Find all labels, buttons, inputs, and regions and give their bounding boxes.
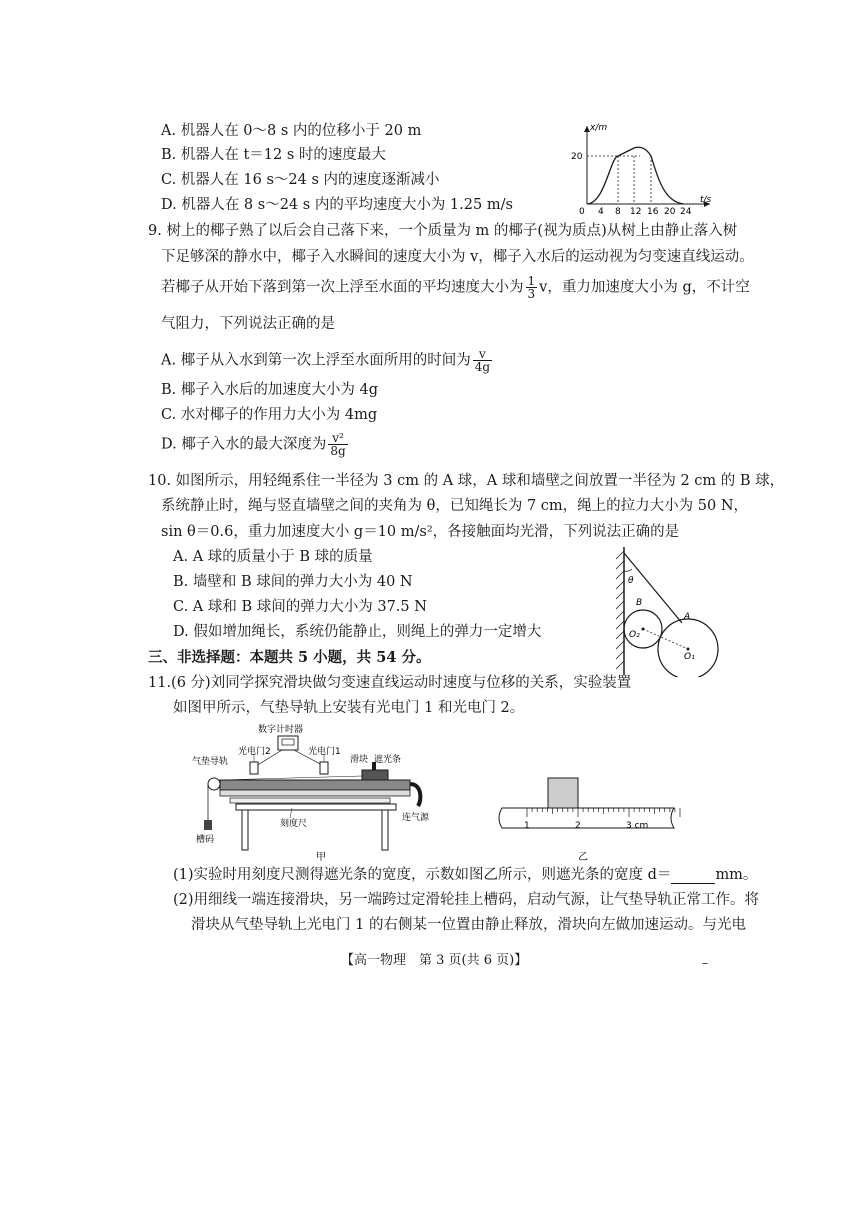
q10-line2: 系统静止时，绳与竖直墙壁之间的夹角为 θ，已知绳长为 7 cm，绳上的拉力大小为 50 N， bbox=[161, 498, 749, 514]
q9-option-a bbox=[161, 348, 494, 373]
label-timer: 数字计时器 bbox=[258, 725, 304, 735]
graph-xlabel: t/s bbox=[700, 195, 712, 205]
label-weight: 槽码 bbox=[196, 835, 215, 845]
q9-option-c: C. 水对椰子的作用力大小为 4mg bbox=[161, 407, 378, 423]
ruler-tick-2: 2 bbox=[575, 821, 581, 831]
graph-xtick: 16 bbox=[647, 207, 659, 217]
denominator: 8g bbox=[330, 444, 346, 458]
q10-option-c: C. A 球和 B 球间的弹力大小为 37.5 N bbox=[173, 599, 427, 615]
q9-line4: 气阻力，下列说法正确的是 bbox=[161, 316, 335, 332]
section-3-heading: 三、非选择题：本题共 5 小题，共 54 分。 bbox=[148, 649, 431, 666]
q9-line3 bbox=[161, 275, 750, 300]
ruler-tick-3cm: 3 cm bbox=[626, 821, 649, 831]
q9-option-b: B. 椰子入水后的加速度大小为 4g bbox=[161, 382, 378, 398]
label-gate2: 光电门2 bbox=[238, 747, 271, 757]
q9-fraction-one-third bbox=[526, 275, 538, 300]
label-air: 连气源 bbox=[402, 813, 430, 823]
q9-line3-text-a: 若椰子从开始下落到第一次上浮至水面的平均速度大小为 bbox=[161, 279, 524, 296]
label-a: A bbox=[684, 612, 691, 622]
graph-ylabel: x/m bbox=[590, 123, 608, 133]
answer-blank[interactable] bbox=[671, 869, 715, 884]
caption-yi: 乙 bbox=[578, 852, 588, 863]
label-slider: 滑块 bbox=[350, 755, 369, 765]
q10-line3: sin θ＝0.6，重力加速度大小 g＝10 m/s²，各接触面均光滑，下列说法正确的是 bbox=[161, 524, 680, 540]
q9-option-d-fraction bbox=[328, 432, 347, 457]
footer-mark: – bbox=[702, 956, 708, 970]
q9-line3-text-b: v，重力加速度大小为 g，不计空 bbox=[539, 279, 750, 296]
caption-jia: 甲 bbox=[316, 852, 326, 863]
denominator: 4g bbox=[474, 360, 491, 374]
ruler-tick-1: 1 bbox=[524, 821, 530, 831]
q8-option-a: A. 机器人在 0～8 s 内的位移小于 20 m bbox=[161, 123, 422, 139]
q11-line2: 如图甲所示，气垫导轨上安装有光电门 1 和光电门 2。 bbox=[173, 700, 525, 716]
denominator: 3 bbox=[527, 287, 536, 301]
label-theta: θ bbox=[628, 576, 634, 586]
q9-option-d bbox=[161, 432, 350, 457]
label-gate1: 光电门1 bbox=[308, 747, 341, 757]
label-rail: 气垫导轨 bbox=[192, 757, 229, 767]
q9-line1: 9. 树上的椰子熟了以后会自己落下来，一个质量为 m 的椰子(视为质点)从树上由静止落入树 bbox=[148, 223, 738, 239]
q8-xt-graph bbox=[560, 118, 720, 218]
label-o1: O₁ bbox=[684, 652, 695, 662]
q11-sub1-text: (1)实验时用刻度尺测得遮光条的宽度，示数如图乙所示，则遮光条的宽度 d＝ bbox=[173, 867, 672, 883]
label-o2: O₂ bbox=[629, 630, 640, 640]
q11-sub1-unit: mm。 bbox=[715, 867, 758, 883]
q8-option-c: C. 机器人在 16 s～24 s 内的速度逐渐减小 bbox=[161, 172, 440, 188]
graph-origin: 0 bbox=[579, 207, 585, 217]
q11-sub2-line1: (2)用细线一端连接滑块，另一端跨过定滑轮挂上槽码，启动气源，让气垫导轨正常工作。将 bbox=[173, 892, 760, 908]
q8-option-b: B. 机器人在 t＝12 s 时的速度最大 bbox=[161, 147, 386, 163]
page-footer: 【高一物理 第 3 页(共 6 页)】 bbox=[341, 953, 528, 968]
graph-xtick: 24 bbox=[680, 207, 692, 217]
q9-option-a-fraction bbox=[473, 348, 492, 373]
graph-xtick: 12 bbox=[630, 207, 642, 217]
graph-ytick-20: 20 bbox=[571, 152, 583, 162]
numerator: v² bbox=[328, 432, 347, 445]
q10-option-d: D. 假如增加绳长，系统仍能静止，则绳上的弹力一定增大 bbox=[173, 624, 542, 640]
q10-balls-figure bbox=[612, 545, 724, 677]
q11-sub1 bbox=[173, 866, 757, 884]
label-strip: 遮光条 bbox=[374, 755, 402, 765]
q10-option-a: A. A 球的质量小于 B 球的质量 bbox=[173, 549, 373, 565]
q11-figure-jia bbox=[190, 722, 450, 864]
numerator: v bbox=[473, 348, 492, 361]
q10-option-b: B. 墙壁和 B 球间的弹力大小为 40 N bbox=[173, 574, 413, 590]
graph-xtick: 20 bbox=[664, 207, 676, 217]
q9-line2: 下足够深的静水中，椰子入水瞬间的速度大小为 v，椰子入水后的运动视为匀变速直线运动。 bbox=[161, 249, 754, 265]
q9-option-d-text: D. 椰子入水的最大深度为 bbox=[161, 436, 327, 453]
numerator: 1 bbox=[527, 274, 536, 288]
q11-line1: 11.(6 分)刘同学探究滑块做匀变速直线运动时速度与位移的关系，实验装置 bbox=[148, 675, 632, 691]
q10-line1: 10. 如图所示，用轻绳系住一半径为 3 cm 的 A 球，A 球和墙壁之间放置一半径为 2 cm 的 B 球， bbox=[148, 473, 785, 489]
q9-option-a-text: A. 椰子从入水到第一次上浮至水面所用的时间为 bbox=[161, 352, 471, 369]
label-ruler: 刻度尺 bbox=[280, 819, 308, 829]
label-b: B bbox=[636, 598, 643, 608]
q8-option-d: D. 机器人在 8 s～24 s 内的平均速度大小为 1.25 m/s bbox=[161, 197, 513, 213]
q11-figure-yi bbox=[492, 770, 682, 864]
graph-xtick: 4 bbox=[598, 207, 604, 217]
graph-xtick: 8 bbox=[615, 207, 621, 217]
q11-sub2-line2: 滑块从气垫导轨上光电门 1 的右侧某一位置由静止释放，滑块向左做加速运动。与光电 bbox=[191, 917, 746, 933]
